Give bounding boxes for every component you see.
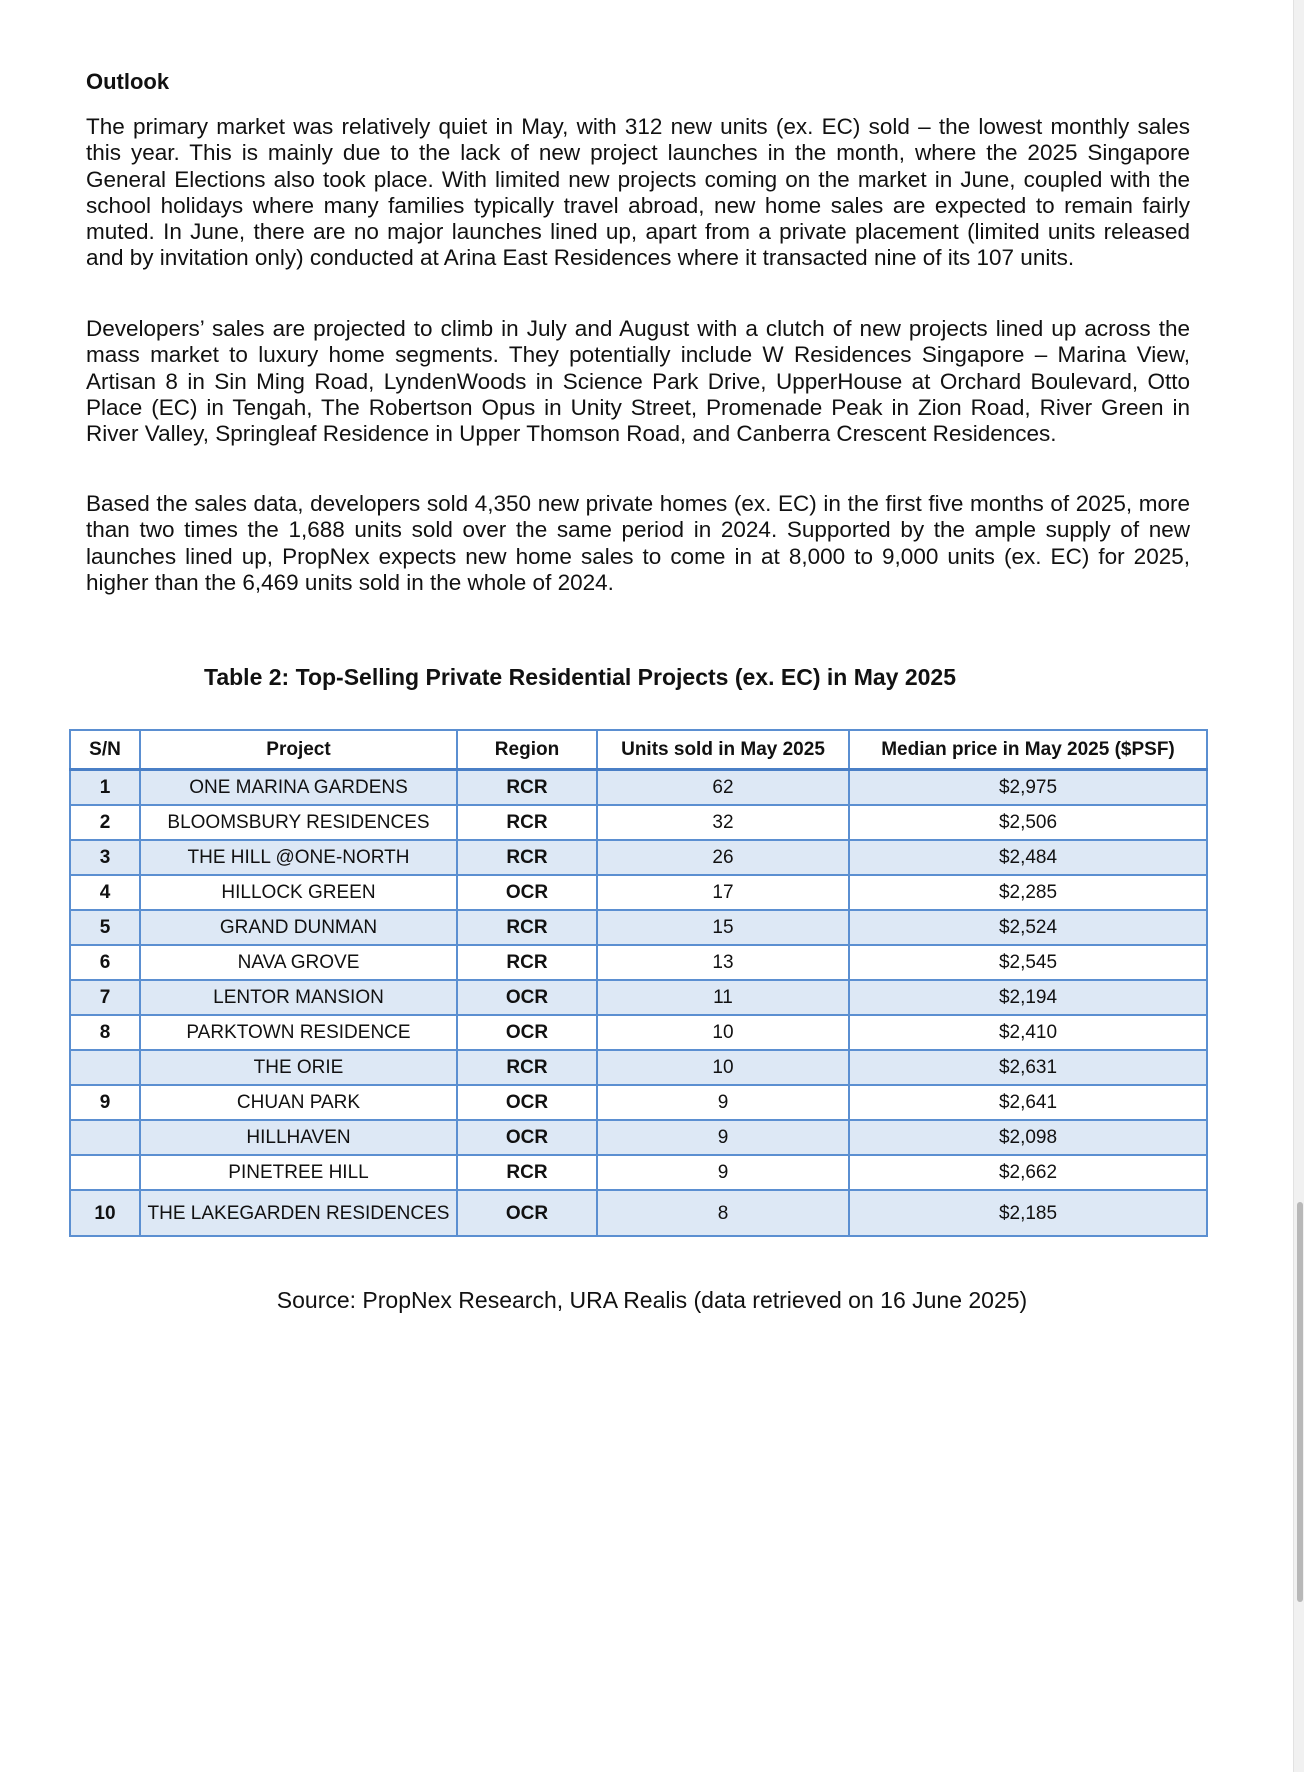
scrollbar-thumb[interactable] [1297, 1202, 1303, 1602]
cell-units: 26 [597, 840, 849, 875]
cell-price: $2,545 [849, 945, 1207, 980]
header-project: Project [140, 730, 457, 770]
cell-units: 9 [597, 1085, 849, 1120]
cell-project: HILLOCK GREEN [140, 875, 457, 910]
table-row [70, 1050, 1207, 1085]
top-selling-projects-table [69, 729, 1208, 1237]
cell-sn: 6 [70, 945, 140, 980]
cell-units: 15 [597, 910, 849, 945]
cell-price: $2,641 [849, 1085, 1207, 1120]
cell-region: OCR [457, 1120, 597, 1155]
cell-project: THE HILL @ONE-NORTH [140, 840, 457, 875]
cell-region: OCR [457, 875, 597, 910]
paragraph-1: The primary market was relatively quiet in May, with 312 new units (ex. EC) sold – the lowest monthly sales this year. This is mainly due to the lack of new project launches in the month, where the 2025 Singapore General Elections also took place. With limited new projects coming on the market in June, coupled with the school holidays where many families typically travel abroad, new home sales are expected to remain fairly muted. In June, there are no major launches lined up, apart from a private placement (limited units released and by invitation only) conducted at Arina East Residences where it transacted nine of its 107 units. [86, 114, 1190, 271]
cell-sn [70, 1120, 140, 1155]
cell-price: $2,185 [849, 1190, 1207, 1236]
cell-price: $2,631 [849, 1050, 1207, 1085]
table-row [70, 910, 1207, 945]
cell-project: LENTOR MANSION [140, 980, 457, 1015]
cell-price: $2,098 [849, 1120, 1207, 1155]
cell-sn: 9 [70, 1085, 140, 1120]
cell-sn: 2 [70, 805, 140, 840]
cell-project: THE ORIE [140, 1050, 457, 1085]
cell-sn: 3 [70, 840, 140, 875]
section-heading: Outlook [86, 69, 170, 94]
cell-sn [70, 1155, 140, 1190]
table-title: Table 2: Top-Selling Private Residential Projects (ex. EC) in May 2025 [204, 664, 956, 690]
cell-price: $2,975 [849, 770, 1207, 806]
cell-region: OCR [457, 1190, 597, 1236]
cell-project: PINETREE HILL [140, 1155, 457, 1190]
cell-project: HILLHAVEN [140, 1120, 457, 1155]
header-median-price: Median price in May 2025 ($PSF) [849, 730, 1207, 770]
table-row [70, 980, 1207, 1015]
cell-region: RCR [457, 805, 597, 840]
cell-region: RCR [457, 1050, 597, 1085]
table-row [70, 805, 1207, 840]
cell-region: RCR [457, 945, 597, 980]
cell-units: 10 [597, 1015, 849, 1050]
cell-project: ONE MARINA GARDENS [140, 770, 457, 806]
cell-sn: 7 [70, 980, 140, 1015]
cell-project: GRAND DUNMAN [140, 910, 457, 945]
table-row [70, 945, 1207, 980]
cell-units: 13 [597, 945, 849, 980]
cell-region: RCR [457, 840, 597, 875]
cell-region: OCR [457, 980, 597, 1015]
paragraph-3: Based the sales data, developers sold 4,350 new private homes (ex. EC) in the first five months of 2025, more than two times the 1,688 units sold over the same period in 2024. Supported by the ample supply of new launches lined up, PropNex expects new home sales to come in at 8,000 to 9,000 units (ex. EC) for 2025, higher than the 6,469 units sold in the whole of 2024. [86, 491, 1190, 595]
cell-sn [70, 1050, 140, 1085]
vertical-scrollbar[interactable] [1293, 0, 1304, 1772]
cell-units: 8 [597, 1190, 849, 1236]
cell-region: RCR [457, 770, 597, 806]
cell-price: $2,484 [849, 840, 1207, 875]
header-sn: S/N [70, 730, 140, 770]
cell-units: 32 [597, 805, 849, 840]
cell-units: 10 [597, 1050, 849, 1085]
cell-project: BLOOMSBURY RESIDENCES [140, 805, 457, 840]
cell-sn: 10 [70, 1190, 140, 1236]
cell-project: PARKTOWN RESIDENCE [140, 1015, 457, 1050]
cell-sn: 8 [70, 1015, 140, 1050]
cell-units: 62 [597, 770, 849, 806]
cell-region: OCR [457, 1015, 597, 1050]
cell-project: CHUAN PARK [140, 1085, 457, 1120]
table-row [70, 1155, 1207, 1190]
table-header-row [70, 730, 1207, 770]
table-source-note: Source: PropNex Research, URA Realis (data retrieved on 16 June 2025) [276, 1287, 1028, 1313]
cell-units: 9 [597, 1155, 849, 1190]
header-units-sold: Units sold in May 2025 [597, 730, 849, 770]
paragraph-2: Developers’ sales are projected to climb in July and August with a clutch of new projects lined up across the mass market to luxury home segments. They potentially include W Residences Singapore – Marina View, Artisan 8 in Sin Ming Road, LyndenWoods in Science Park Drive, UpperHouse at Orchard Boulevard, Otto Place (EC) in Tengah, The Robertson Opus in Unity Street, Promenade Peak in Zion Road, River Green in River Valley, Springleaf Residence in Upper Thomson Road, and Canberra Crescent Residences. [86, 316, 1190, 447]
table-row [70, 840, 1207, 875]
cell-sn: 1 [70, 770, 140, 806]
cell-price: $2,506 [849, 805, 1207, 840]
cell-region: RCR [457, 910, 597, 945]
cell-project: NAVA GROVE [140, 945, 457, 980]
header-region: Region [457, 730, 597, 770]
table-row [70, 1085, 1207, 1120]
cell-units: 17 [597, 875, 849, 910]
cell-price: $2,662 [849, 1155, 1207, 1190]
cell-price: $2,194 [849, 980, 1207, 1015]
cell-project: THE LAKEGARDEN RESIDENCES [140, 1190, 457, 1236]
cell-price: $2,285 [849, 875, 1207, 910]
cell-units: 11 [597, 980, 849, 1015]
cell-region: OCR [457, 1085, 597, 1120]
table-row [70, 1190, 1207, 1236]
cell-units: 9 [597, 1120, 849, 1155]
cell-region: RCR [457, 1155, 597, 1190]
table-row [70, 770, 1207, 806]
table-row [70, 1015, 1207, 1050]
cell-sn: 5 [70, 910, 140, 945]
cell-price: $2,410 [849, 1015, 1207, 1050]
table-row [70, 875, 1207, 910]
cell-sn: 4 [70, 875, 140, 910]
cell-price: $2,524 [849, 910, 1207, 945]
table-row [70, 1120, 1207, 1155]
